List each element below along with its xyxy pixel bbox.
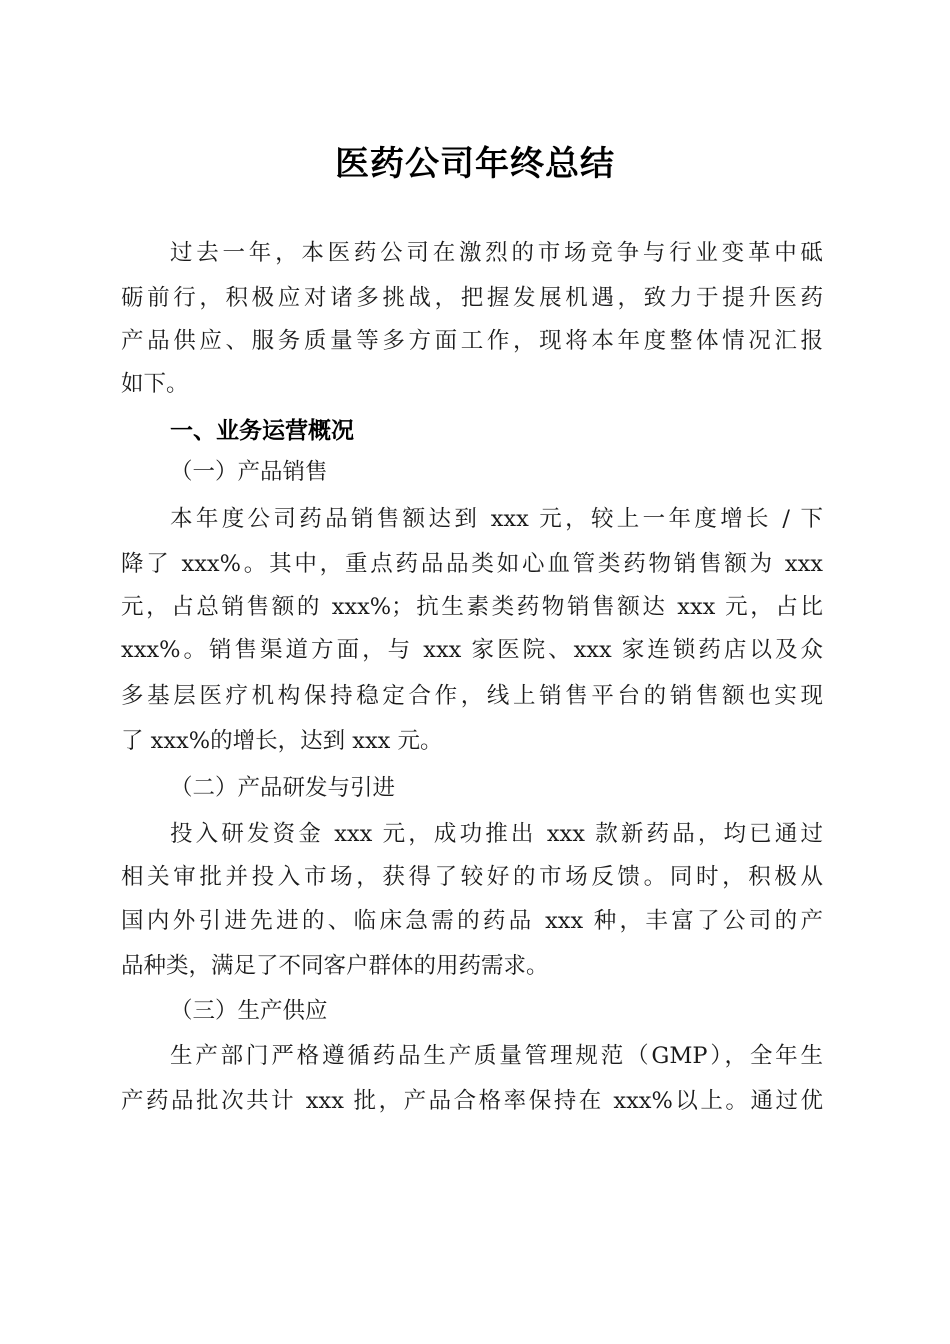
paragraph-line: 砺前行，积极应对诸多挑战，把握发展机遇，致力于提升医药: [121, 285, 823, 311]
subsection-heading: （一）产品销售: [170, 459, 328, 485]
paragraph-line: 元，占总销售额的 xxx%；抗生素类药物销售额达 xxx 元，占比: [121, 594, 823, 620]
paragraph-line: 相关审批并投入市场，获得了较好的市场反馈。同时，积极从: [121, 864, 823, 890]
paragraph-line: 生产部门严格遵循药品生产质量管理规范（GMP），全年生: [170, 1043, 823, 1069]
subsection-heading: （二）产品研发与引进: [170, 775, 396, 801]
paragraph-line: 产品供应、服务质量等多方面工作，现将本年度整体情况汇报: [121, 328, 823, 354]
paragraph-line: 投入研发资金 xxx 元，成功推出 xxx 款新药品，均已通过: [170, 821, 823, 847]
paragraph-line: 国内外引进先进的、临床急需的药品 xxx 种，丰富了公司的产: [121, 908, 823, 934]
section-heading: 一、业务运营概况: [170, 418, 354, 444]
subsection-heading: （三）生产供应: [170, 998, 328, 1024]
paragraph-line: 多基层医疗机构保持稳定合作，线上销售平台的销售额也实现: [121, 683, 823, 709]
paragraph-line: 了 xxx%的增长，达到 xxx 元。: [121, 728, 443, 754]
paragraph-line: 本年度公司药品销售额达到 xxx 元，较上一年度增长 / 下: [170, 506, 823, 532]
paragraph-line: 降了 xxx%。其中，重点药品品类如心血管类药物销售额为 xxx: [121, 551, 823, 577]
paragraph-line: 如下。: [121, 371, 189, 397]
paragraph-line: 产药品批次共计 xxx 批，产品合格率保持在 xxx%以上。通过优: [121, 1088, 823, 1114]
paragraph-line: xxx%。销售渠道方面，与 xxx 家医院、xxx 家连锁药店以及众: [121, 637, 823, 663]
paragraph-line: 过去一年，本医药公司在激烈的市场竞争与行业变革中砥: [170, 240, 823, 266]
document-title: 医药公司年终总结: [335, 144, 615, 184]
paragraph-line: 品种类，满足了不同客户群体的用药需求。: [121, 953, 549, 979]
